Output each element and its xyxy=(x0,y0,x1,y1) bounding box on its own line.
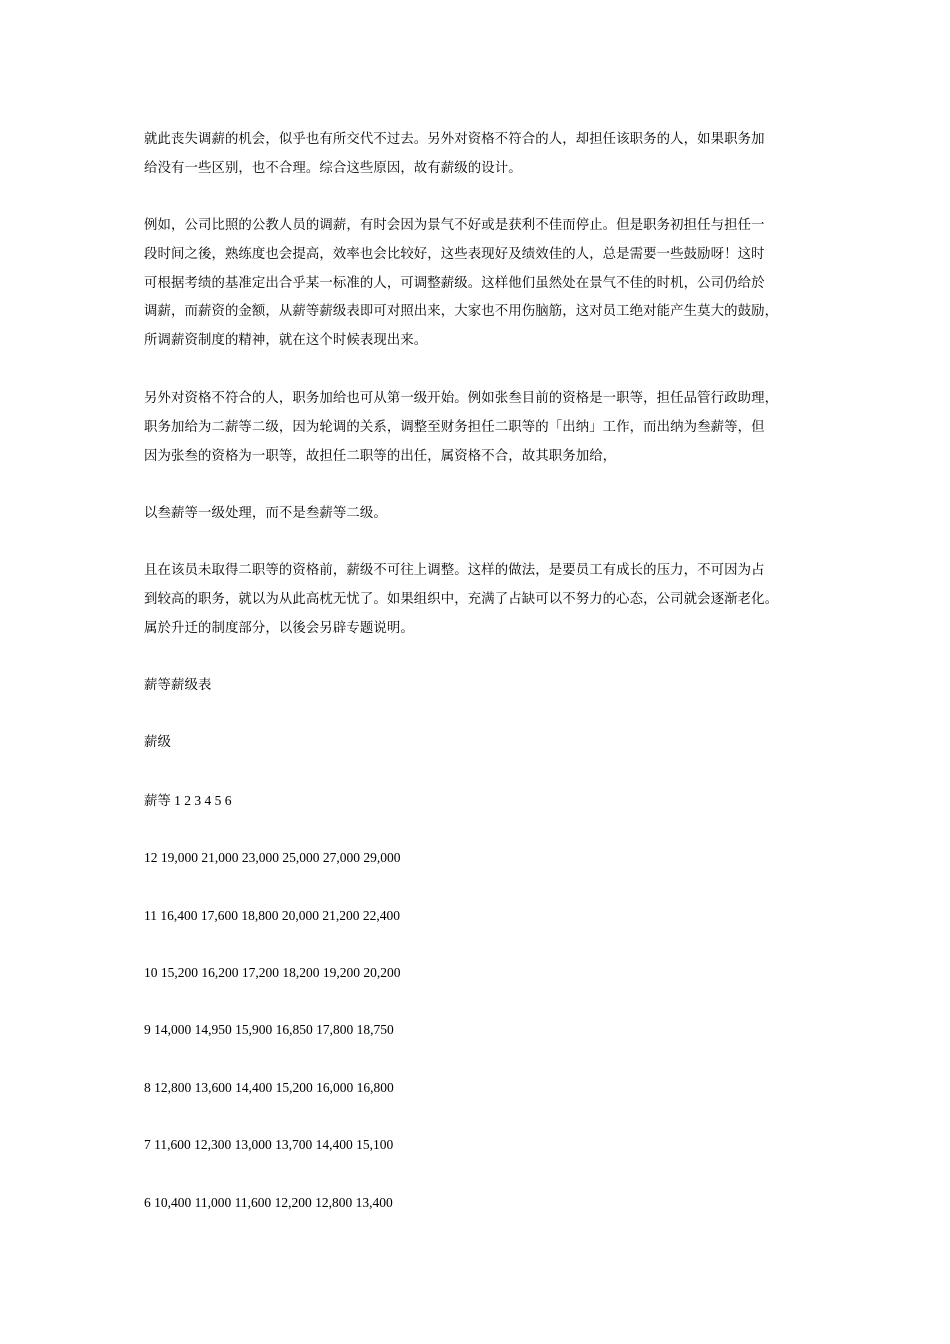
salary-table-subtitle: 薪级 xyxy=(144,735,171,750)
paragraph-line: 且在该员未取得二职等的资格前，薪级不可往上调整。这样的做法，是要员工有成长的压力，不可因为占 xyxy=(144,563,765,578)
paragraph-5 xyxy=(144,557,824,643)
paragraph-line: 以叁薪等一级处理，而不是叁薪等二级。 xyxy=(144,506,387,521)
salary-table-row: 10 15,200 16,200 17,200 18,200 19,200 20,200 xyxy=(144,965,401,980)
salary-table-header-row xyxy=(144,791,232,812)
paragraph-line: 例如，公司比照的公教人员的调薪，有时会因为景气不好或是获利不佳而停止。但是职务初担任与担任一 xyxy=(144,218,765,233)
salary-table-title: 薪等薪级表 xyxy=(144,678,212,693)
paragraph-line: 就此丧失调薪的机会，似乎也有所交代不过去。另外对资格不符合的人，却担任该职务的人，如果职务加 xyxy=(144,132,765,147)
salary-level-numbers: 1 2 3 4 5 6 xyxy=(174,793,232,808)
paragraph-line: 到较高的职务，就以为从此高枕无忧了。如果组织中，充满了占缺可以不努力的心态，公司就会逐渐老化。 xyxy=(144,591,779,607)
paragraph-line: 段时间之後，熟练度也会提高，效率也会比较好，这些表现好及绩效佳的人，总是需要一些鼓励呀！这时 xyxy=(144,246,765,262)
paragraph-line: 给没有一些区别，也不合理。综合这些原因，故有薪级的设计。 xyxy=(144,160,522,176)
paragraph-line: 调薪，而薪资的金额，从薪等薪级表即可对照出来，大家也不用伤脑筋，这对员工绝对能产生莫大的鼓励， xyxy=(144,304,779,320)
paragraph-4 xyxy=(144,500,824,529)
paragraph-3 xyxy=(144,385,824,471)
paragraph-line: 可根据考绩的基准定出合乎某一标准的人，可调整薪级。这样他们虽然处在景气不佳的时机，公司仍给於 xyxy=(144,275,765,291)
salary-table-row: 8 12,800 13,600 14,400 15,200 16,000 16,800 xyxy=(144,1080,394,1095)
salary-table-row: 7 11,600 12,300 13,000 13,700 14,400 15,100 xyxy=(144,1137,394,1152)
paragraph-line: 职务加给为二薪等二级，因为轮调的关系，调整至财务担任二职等的「出纳」工作，而出纳为叁薪等，但 xyxy=(144,419,765,435)
paragraph-2 xyxy=(144,212,824,356)
salary-grade-label: 薪等 xyxy=(144,794,171,809)
paragraph-line: 另外对资格不符合的人，职务加给也可从第一级开始。例如张叁目前的资格是一职等，担任品管行政助理， xyxy=(144,391,779,406)
paragraph-line: 因为张叁的资格为一职等，故担任二职等的出任，属资格不合，故其职务加给， xyxy=(144,448,617,464)
salary-table-row: 11 16,400 17,600 18,800 20,000 21,200 22,400 xyxy=(144,908,400,923)
paragraph-1 xyxy=(144,126,824,184)
salary-table-row: 9 14,000 14,950 15,900 16,850 17,800 18,750 xyxy=(144,1022,394,1037)
salary-table-row: 12 19,000 21,000 23,000 25,000 27,000 29,000 xyxy=(144,850,401,865)
paragraph-line: 属於升迁的制度部分，以後会另辟专题说明。 xyxy=(144,620,414,636)
paragraph-line: 所调薪资制度的精神，就在这个时候表现出来。 xyxy=(144,333,428,349)
salary-table-row: 6 10,400 11,000 11,600 12,200 12,800 13,400 xyxy=(144,1195,393,1210)
